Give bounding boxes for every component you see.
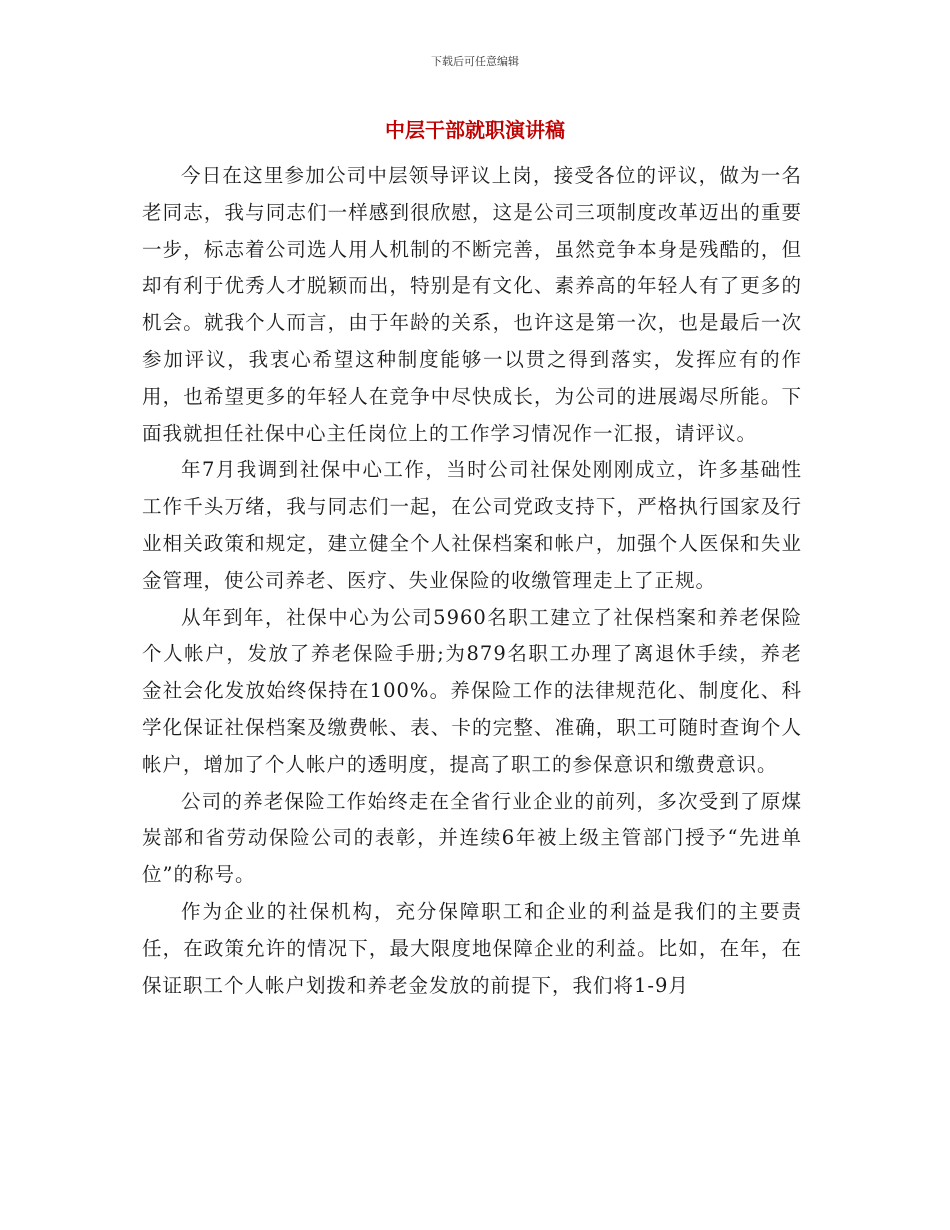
- paragraph: 从年到年，社保中心为公司5960名职工建立了社保档案和养老保险个人帐户，发放了养老保险手册;为879名职工办理了离退休手续，养老金社会化发放始终保持在100%。养保险工作的法律规范化、制度化、科学化保证社保档案及缴费帐、表、卡的完整、准确，职工可随时查询个人帐户，增加了个人帐户的透明度，提高了职工的参保意识和缴费意识。: [142, 605, 802, 776]
- paragraph: 年7月我调到社保中心工作，当时公司社保处刚刚成立，许多基础性工作千头万绪，我与同志们一起，在公司党政支持下，严格执行国家及行业相关政策和规定，建立健全个人社保档案和帐户，加强个人医保和失业金管理，使公司养老、医疗、失业保险的收缴管理走上了正规。: [142, 458, 802, 592]
- paragraph: 作为企业的社保机构，充分保障职工和企业的利益是我们的主要责任，在政策允许的情况下，最大限度地保障企业的利益。比如，在年，在保证职工个人帐户划拨和养老金发放的前提下，我们将1-9月: [142, 899, 802, 997]
- document-title: 中层干部就职演讲稿: [385, 118, 565, 142]
- paragraph: 今日在这里参加公司中层领导评议上岗，接受各位的评议，做为一名老同志，我与同志们一样感到很欣慰，这是公司三项制度改革迈出的重要一步，标志着公司选人用人机制的不断完善，虽然竞争本身是残酷的，但却有利于优秀人才脱颖而出，特别是有文化、素养高的年轻人有了更多的机会。就我个人而言，由于年龄的关系，也许这是第一次，也是最后一次参加评议，我衷心希望这种制度能够一以贯之得到落实，发挥应有的作用，也希望更多的年轻人在竞争中尽快成长，为公司的进展竭尽所能。下面我就担任社保中心主任岗位上的工作学习情况作一汇报，请评议。: [142, 164, 802, 445]
- header-note: 下载后可任意编辑: [431, 55, 519, 68]
- document-body: [142, 158, 802, 1004]
- paragraph: 公司的养老保险工作始终走在全省行业企业的前列，多次受到了原煤炭部和省劳动保险公司的表彰，并连续6年被上级主管部门授予“先进单位”的称号。: [142, 789, 802, 887]
